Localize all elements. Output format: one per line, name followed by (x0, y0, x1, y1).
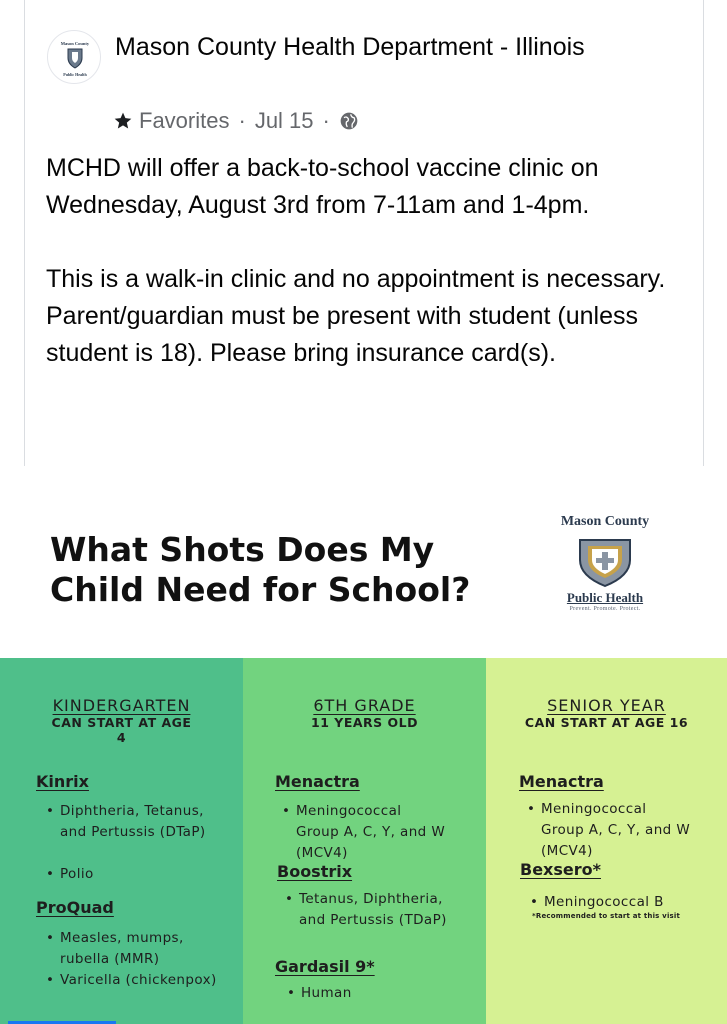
vaccine-item: • Meningococcal Group A, C, Y, and W (MCV4) (527, 801, 691, 859)
page-name-link[interactable]: Mason County Health Department - Illinois (115, 33, 585, 61)
post-paragraph: This is a walk-in clinic and no appointment is necessary. Parent/guardian must be present with student (unless student is 18). Please bring insurance card(s). (46, 265, 666, 367)
column-senior-year (486, 658, 727, 1024)
public-health-logo (545, 514, 665, 626)
vaccine-columns (0, 658, 727, 1024)
logo-county-text: Mason County (560, 514, 650, 529)
vaccine-item: • Diphtheria, Tetanus, and Pertussis (DTaP) (46, 803, 206, 840)
logo-public-health-text: Public Health (566, 590, 644, 605)
vaccine-name: Kinrix (36, 772, 89, 791)
column-subtitle: 11 YEARS OLD (311, 715, 418, 730)
vaccine-item: • Meningococcal Group A, C, Y, and W (MCV4) (282, 803, 446, 861)
post-meta (113, 106, 359, 136)
favorites-link[interactable]: Favorites (139, 108, 230, 133)
recommendation-note: *Recommended to start at this visit (532, 912, 681, 920)
column-6th-grade (243, 658, 486, 1024)
vaccine-name: ProQuad (36, 898, 114, 917)
vaccine-name: Menactra (519, 772, 604, 791)
facebook-post (24, 0, 704, 466)
vaccine-item: • Meningococcal B (530, 894, 664, 910)
meta-separator: · (238, 108, 246, 133)
post-paragraph: MCHD will offer a back-to-school vaccine clinic on Wednesday, August 3rd from 7-11am and 1-4pm. (46, 154, 599, 219)
column-subtitle: CAN START AT AGE 4 (51, 715, 192, 745)
mchd-logo-icon (48, 31, 101, 84)
shield-icon (576, 536, 634, 588)
column-title: SENIOR YEAR (547, 696, 666, 715)
column-title: KINDERGARTEN (52, 696, 191, 715)
vaccine-item: • Varicella (chickenpox) (46, 972, 217, 988)
vaccine-name: Menactra (275, 772, 360, 791)
vaccine-item: • Polio (46, 866, 94, 882)
post-body (46, 150, 696, 409)
flyer-title: What Shots Does My Child Need for School? (50, 530, 471, 609)
logo-tagline: Prevent. Promote. Protect. (569, 606, 641, 612)
star-icon (113, 111, 133, 131)
column-subtitle: CAN START AT AGE 16 (524, 715, 689, 730)
column-kindergarten (0, 658, 243, 1024)
globe-icon[interactable] (339, 111, 359, 131)
svg-text:Public Health: Public Health (63, 72, 87, 77)
meta-separator: · (322, 108, 330, 133)
flyer-image[interactable] (0, 470, 727, 1024)
column-title: 6TH GRADE (313, 696, 416, 715)
vaccine-item: • Measles, mumps, rubella (MMR) (46, 930, 184, 967)
post-date-link[interactable]: Jul 15 (254, 108, 314, 133)
svg-text:Mason County: Mason County (60, 41, 90, 46)
page-avatar[interactable] (47, 30, 101, 84)
vaccine-item: • Tetanus, Diphtheria, and Pertussis (TDaP) (285, 891, 447, 928)
vaccine-item: • Human (287, 985, 352, 1001)
vaccine-name: Gardasil 9* (275, 957, 375, 976)
vaccine-name: Bexsero* (520, 860, 601, 879)
vaccine-name: Boostrix (277, 862, 353, 881)
